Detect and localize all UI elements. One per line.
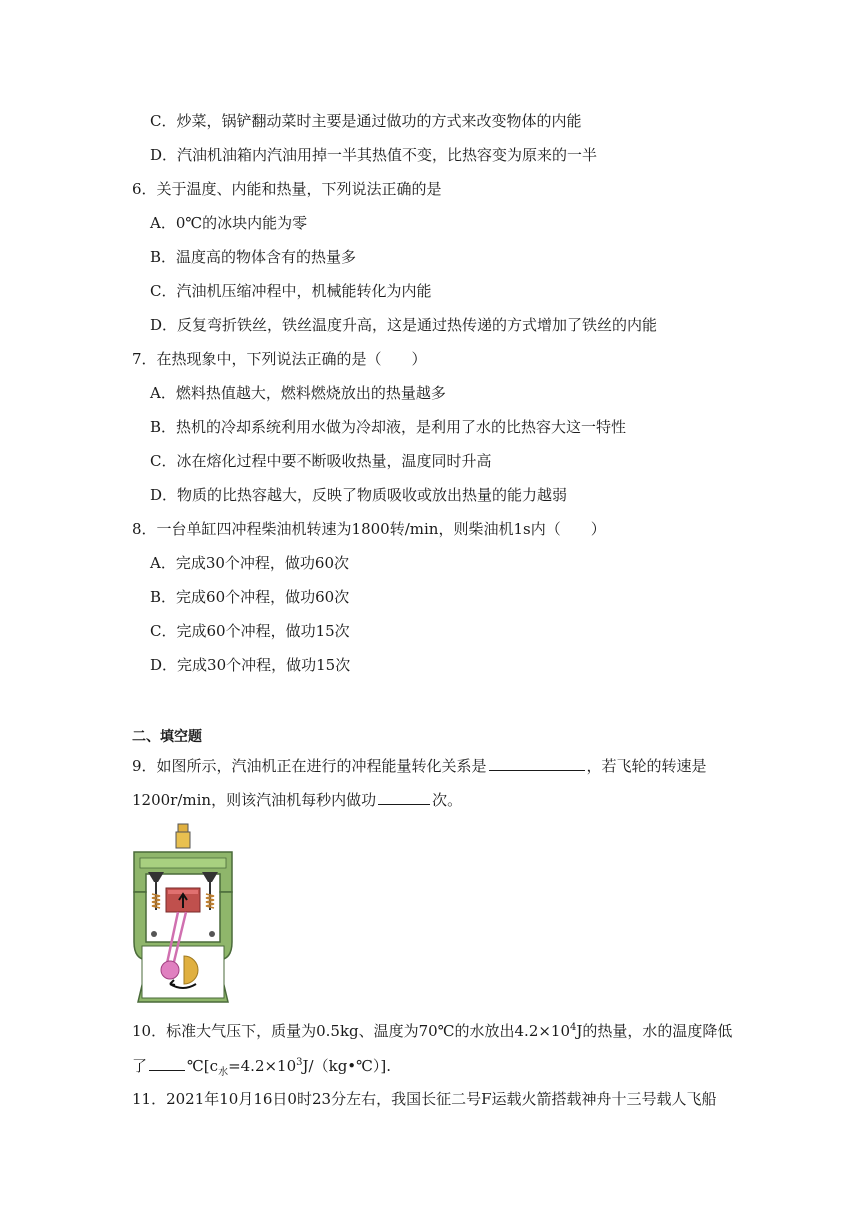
q11-line-1: 11．2021年10月16日0时23分左右，我国长征二号F运载火箭搭载神舟十三号载人飞船 [132, 1090, 717, 1108]
q10-exp-1: 4 [570, 1022, 577, 1033]
intake-valve [148, 872, 164, 882]
q10-line-2 [132, 1055, 391, 1076]
q9-blank-2[interactable] [378, 789, 430, 805]
q8-stem: 8．一台单缸四冲程柴油机转速为1800转/min，则柴油机1s内（ ） [132, 520, 606, 538]
q10-text-f: J/（kg•℃）]. [302, 1057, 392, 1075]
q7-option-c: C．冰在熔化过程中要不断吸收热量，温度同时升高 [150, 452, 492, 470]
q10-text-a: 10．标准大气压下，质量为0.5kg、温度为70℃的水放出4.2×10 [132, 1022, 571, 1040]
q7-option-a: A．燃料热值越大，燃料燃烧放出的热量越多 [150, 384, 446, 402]
q10-text-c: 了 [132, 1057, 148, 1075]
q9-text-a: 9．如图所示，汽油机正在进行的冲程能量转化关系是 [132, 757, 487, 775]
left-pivot [151, 931, 157, 937]
right-pivot [209, 931, 215, 937]
q10-text-b: J的热量，水的温度降低 [576, 1022, 733, 1040]
q6-option-a: A．0℃的冰块内能为零 [150, 214, 308, 232]
q10-text-e: =4.2×10 [228, 1057, 297, 1075]
q8-option-a: A．完成30个冲程，做功60次 [150, 554, 350, 572]
q7-option-b: B．热机的冷却系统利用水做为冷却液，是利用了水的比热容大这一特性 [150, 418, 627, 436]
spark-plug-top [178, 824, 188, 832]
q6-option-b: B．温度高的物体含有的热量多 [150, 248, 357, 266]
crankcase [142, 946, 224, 998]
crank-pin [161, 961, 179, 979]
q9-text-d: 次。 [432, 791, 463, 809]
section-title-fill-in: 二、填空题 [132, 729, 202, 745]
q9-text-c: 1200r/min，则该汽油机每秒内做功 [132, 791, 377, 809]
q8-option-d: D．完成30个冲程，做功15次 [150, 656, 351, 674]
q8-option-c: C．完成60个冲程，做功15次 [150, 622, 350, 640]
q8-option-b: B．完成60个冲程，做功60次 [150, 588, 350, 606]
q5-option-d: D．汽油机油箱内汽油用掉一半其热值不变，比热容变为原来的一半 [150, 146, 598, 164]
q6-option-d: D．反复弯折铁丝，铁丝温度升高，这是通过热传递的方式增加了铁丝的内能 [150, 316, 658, 334]
exhaust-valve [202, 872, 218, 882]
q6-stem: 6．关于温度、内能和热量，下列说法正确的是 [132, 180, 442, 198]
q10-line-1 [132, 1021, 732, 1041]
q5-option-c: C．炒菜，锅铲翻动菜时主要是通过做功的方式来改变物体的内能 [150, 112, 582, 130]
q10-text-d: ℃[c [187, 1057, 219, 1075]
q9-text-b: ，若飞轮的转速是 [586, 757, 707, 775]
q9-blank-1[interactable] [489, 755, 585, 771]
q9-line-1 [132, 755, 707, 776]
q7-stem: 7．在热现象中，下列说法正确的是（ ） [132, 350, 427, 368]
q10-blank[interactable] [149, 1055, 185, 1071]
q6-option-c: C．汽油机压缩冲程中，机械能转化为内能 [150, 282, 432, 300]
q10-sub-water: 水 [218, 1067, 229, 1078]
q7-option-d: D．物质的比热容越大，反映了物质吸收或放出热量的能力越弱 [150, 486, 568, 504]
intake-exhaust-passage [140, 858, 226, 868]
spark-plug-body [176, 832, 190, 848]
gasoline-engine-diagram [128, 822, 238, 1006]
q10-exp-2: 3 [296, 1057, 303, 1068]
q9-line-2 [132, 789, 462, 810]
